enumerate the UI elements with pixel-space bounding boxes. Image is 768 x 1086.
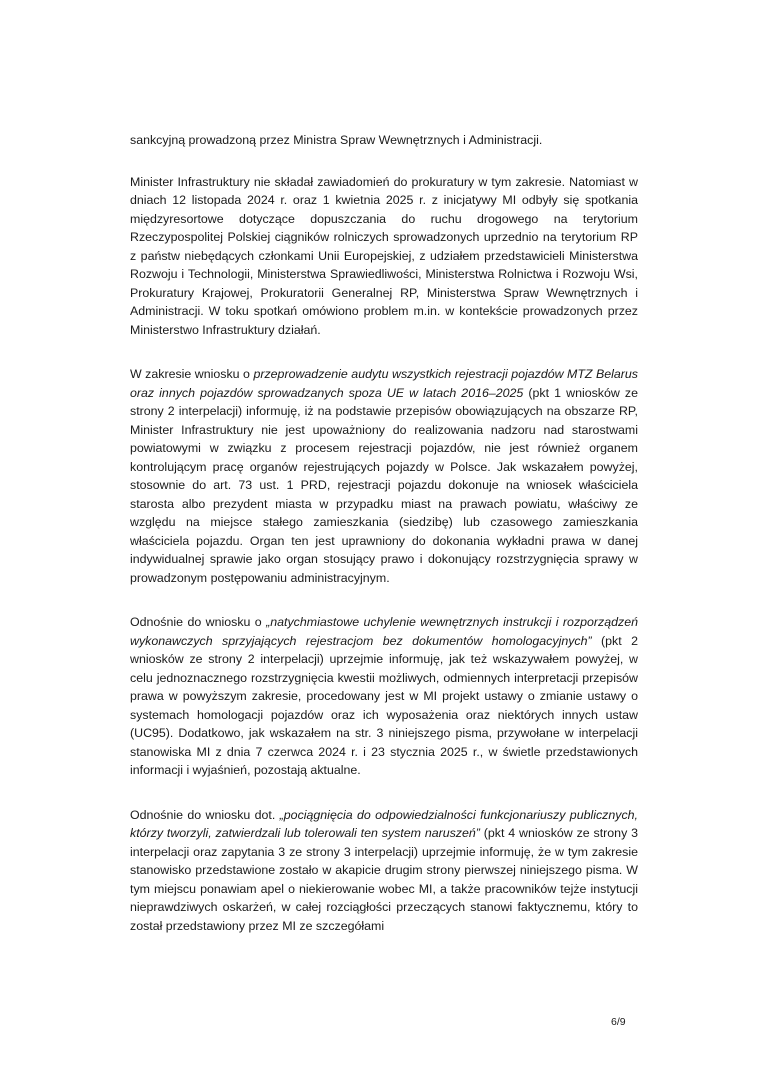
paragraph-text: sankcyjną prowadzoną przez Ministra Spraw Wewnętrznych i Administracji. [130, 133, 543, 147]
paragraph-text: (pkt 1 wniosków ze strony 2 interpelacji) informuję, iż na podstawie przepisów obowiązujących na obszarze RP, Minister Infrastruktury nie jest upoważniony do realizowania nadzoru nad starostwami powiatowymi w związku z procesem rejestracji pojazdów, nie jest również organem kontrolującym pracę organów rejestrujących pojazdy w Polsce. Jak wskazałem powyżej, stosownie do art. 73 ust. 1 PRD, rejestracji pojazdu dokonuje na wniosek właściciela starosta albo prezydent miasta w przypadku miast na prawach powiatu, właściwy ze względu na miejsce stałego zamieszkania (siedzibę) lub czasowego zamieszkania właściciela pojazdu. Organ ten jest uprawniony do dokonania wykładni prawa w danej indywidualnej sprawie jako organ stosujący prawo i dokonujący rozstrzygnięcia sprawy w prowadzonym postępowaniu administracyjnym. [130, 385, 638, 585]
document-page-body [130, 131, 638, 961]
paragraph-instructions-repeal [130, 613, 638, 780]
paragraph-prosecutor-notifications [130, 173, 638, 340]
quoted-request: „pociągnięcia do odpowiedzialności funkcjonariuszy publicznych, którzy tworzyli, zatwierdzali lub tolerowali ten system naruszeń” [130, 807, 638, 840]
quoted-request: „natychmiastowe uchylenie wewnętrznych instrukcji i rozporządzeń wykonawczych sprzyjających rejestracjom bez dokumentów homologacyjnych” [130, 615, 639, 648]
quoted-request: przeprowadzenie audytu wszystkich rejestracji pojazdów MTZ Belarus oraz innych pojazdów sprowadzanych spoza UE w latach 2016–2025 [130, 367, 638, 400]
paragraph-text: Minister Infrastruktury nie składał zawiadomień do prokuratury w tym zakresie. Natomiast w dniach 12 listopada 2024 r. oraz 1 kwietnia 2025 r. z inicjatywy MI odbyły się spotkania międzyresortowe dotyczące dopuszczania do ruchu drogowego na terytorium Rzeczypospolitej Polskiej ciągników rolniczych sprowadzonych uprzednio na terytorium RP z państw niebędących członkami Unii Europejskiej, z udziałem przedstawicieli Ministerstwa Rozwoju i Technologii, Ministerstwa Sprawiedliwości, Ministerstwa Rolnictwa i Rozwoju Wsi, Prokuratury Krajowej, Prokuratorii Generalnej RP, Ministerstwa Spraw Wewnętrznych i Administracji. W toku spotkań omówiono problem m.in. w kontekście prowadzonych przez Ministerstwo Infrastruktury działań. [130, 174, 638, 337]
paragraph-lead: Odnośnie do wniosku dot. [130, 807, 280, 822]
paragraph-text: (pkt 2 wniosków ze strony 2 interpelacji) uprzejmie informuję, jak też wskazywałem powyżej, w celu jednoznacznego rozstrzygnięcia kwestii możliwych, odmiennych interpretacji przepisów prawa w powyższym zakresie, procedowany jest w MI projekt ustawy o zmianie ustawy o systemach homologacji pojazdów oraz ich wyposażenia oraz niektórych innych ustaw (UC95). Dodatkowo, jak wskazałem na str. 3 niniejszego pisma, przywołane w interpelacji stanowiska MI z dnia 7 czerwca 2024 r. i 23 stycznia 2025 r., w świetle przedstawionych informacji i wyjaśnień, pozostają aktualne. [130, 633, 638, 777]
paragraph-lead: Odnośnie do wniosku o [130, 615, 267, 629]
paragraph-audit-request [130, 365, 638, 587]
paragraph-text: (pkt 4 wniosków ze strony 3 interpelacji oraz zapytania 3 ze strony 3 interpelacji) uprzejmie informuję, że w tym zakresie stanowisko przedstawione zostało w akapicie drugim strony pierwszej niniejszego pisma. W tym miejscu ponawiam apel o niekierowanie wobec MI, a także pracowników tejże instytucji nieprawdziwych oskarżeń, w całej rozciągłości przeczących stanowi faktycznemu, który to został przedstawiony przez MI ze szczegółami [130, 826, 638, 933]
paragraph-lead: W zakresie wniosku o [130, 367, 254, 381]
paragraph-continuation [130, 131, 638, 150]
paragraph-officials-accountability [130, 806, 638, 936]
page-number: 6/9 [611, 1016, 626, 1028]
